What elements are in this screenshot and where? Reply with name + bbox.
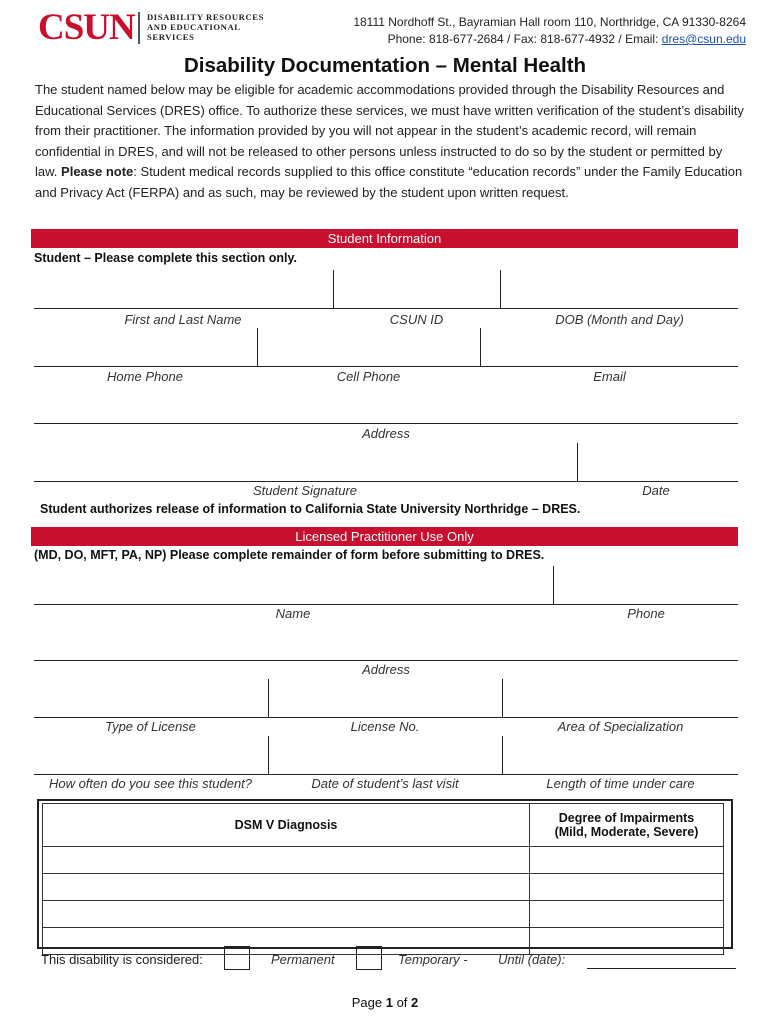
- intro-text: The student named below may be eligible for academic accommodations provided through the Disability Resources and Educational Services (DRES) office. To authorize these services, we must have written verification of the student’s disability from their practitioner. The information provided by you will not appear in the student’s academic record, will remain confidential in DRES, and will not be released to other persons unless instructed to do so by the student or permitted by law.: [35, 82, 744, 180]
- page-footer: [0, 995, 770, 1010]
- date-label: Date: [642, 483, 670, 498]
- cell-phone-field[interactable]: [258, 328, 479, 366]
- logo-sub-line-1: DISABILITY RESOURCES: [147, 12, 264, 22]
- note-label: Please note: [61, 164, 134, 180]
- practitioner-instruction: (MD, DO, MFT, PA, NP) Please complete remainder of form before submitting to DRES.: [34, 548, 545, 562]
- table-row: [43, 847, 724, 874]
- office-address: [353, 14, 746, 48]
- care-length-field[interactable]: [503, 736, 738, 774]
- degree-header-line-1: Degree of Impairments: [558, 811, 695, 825]
- note-text: : Student medical records supplied to this office constitute “education records” under the Family Education and Privacy Act (FERPA) and as such, may be reviewed by the student upon written request.: [35, 164, 743, 200]
- practitioner-phone-label: Phone: [627, 606, 665, 621]
- last-visit-field[interactable]: [269, 736, 501, 774]
- email-link[interactable]: dres@csun.edu: [661, 32, 746, 46]
- student-address-label: Address: [362, 426, 410, 441]
- last-visit-label: Date of student’s last visit: [311, 776, 459, 791]
- home-phone-label: Home Phone: [107, 369, 183, 384]
- row2-underline: [34, 366, 738, 367]
- student-signature-field[interactable]: [34, 443, 576, 481]
- of-word: of: [396, 995, 408, 1010]
- degree-cell[interactable]: [530, 874, 724, 901]
- student-name-label: First and Last Name: [124, 312, 242, 327]
- practitioner-name-field[interactable]: [34, 566, 552, 604]
- license-type-field[interactable]: [34, 679, 267, 717]
- temporary-label: Temporary -: [398, 952, 468, 967]
- table-row: [43, 874, 724, 901]
- logo-subtitle: [147, 12, 264, 42]
- diagnosis-cell[interactable]: [43, 928, 530, 955]
- license-number-field[interactable]: [269, 679, 501, 717]
- diagnosis-cell[interactable]: [43, 847, 530, 874]
- license-type-label: Type of License: [105, 719, 196, 734]
- dob-label: DOB (Month and Day): [555, 312, 684, 327]
- diagnosis-cell[interactable]: [43, 901, 530, 928]
- dsm-header-row: [43, 804, 724, 847]
- row4-underline: [34, 481, 738, 482]
- email-label: Email: [593, 369, 626, 384]
- prow2-underline: [34, 660, 738, 661]
- degree-cell[interactable]: [530, 901, 724, 928]
- until-date-label: Until (date):: [498, 952, 566, 967]
- csun-logo: CSUN: [38, 7, 135, 48]
- dob-field[interactable]: [501, 270, 738, 308]
- dsm-degree-header: [530, 804, 724, 847]
- contact-line: [353, 31, 746, 48]
- care-length-label: Length of time under care: [546, 776, 695, 791]
- specialization-label: Area of Specialization: [557, 719, 684, 734]
- page-total: 2: [411, 995, 419, 1010]
- degree-header-line-2: (Mild, Moderate, Severe): [554, 825, 699, 839]
- dsm-table: [42, 803, 724, 955]
- degree-cell[interactable]: [530, 847, 724, 874]
- logo-divider: [138, 12, 140, 44]
- visit-frequency-field[interactable]: [34, 736, 267, 774]
- csun-id-field[interactable]: [334, 270, 499, 308]
- student-email-field[interactable]: [481, 328, 738, 366]
- practitioner-address-field[interactable]: [34, 625, 738, 660]
- contact-prefix: Phone: 818-677-2684 / Fax: 818-677-4932 / Email:: [387, 32, 662, 46]
- until-date-field[interactable]: [587, 946, 736, 968]
- practitioner-section-bar: Licensed Practitioner Use Only: [31, 527, 738, 546]
- logo-sub-line-2: AND EDUCATIONAL: [147, 22, 241, 32]
- until-date-underline: [587, 968, 736, 969]
- csun-id-label: CSUN ID: [389, 312, 444, 327]
- permanent-label: Permanent: [271, 952, 335, 967]
- student-date-field[interactable]: [578, 443, 738, 481]
- prow4-underline: [34, 774, 738, 775]
- practitioner-name-label: Name: [275, 606, 311, 621]
- address-line: 18111 Nordhoff St., Bayramian Hall room 110, Northridge, CA 91330-8264: [353, 15, 746, 29]
- specialization-field[interactable]: [503, 679, 738, 717]
- intro-paragraph: [35, 80, 745, 204]
- permanent-checkbox[interactable]: [224, 946, 250, 970]
- student-section-bar: Student Information: [31, 229, 738, 248]
- table-row: [43, 901, 724, 928]
- row1-underline: [34, 308, 738, 309]
- authorization-text: Student authorizes release of information to California State University Northridge – DRES.: [40, 502, 581, 516]
- student-instruction: Student – Please complete this section only.: [34, 251, 298, 265]
- prow1-underline: [34, 604, 738, 605]
- dsm-diagnosis-header: DSM V Diagnosis: [43, 804, 530, 847]
- student-address-field[interactable]: [34, 388, 738, 423]
- prow3-underline: [34, 717, 738, 718]
- visit-frequency-label: How often do you see this student?: [48, 776, 253, 791]
- temporary-checkbox[interactable]: [356, 946, 382, 970]
- license-number-label: License No.: [350, 719, 420, 734]
- practitioner-address-label: Address: [362, 662, 410, 677]
- practitioner-phone-field[interactable]: [554, 566, 738, 604]
- diagnosis-cell[interactable]: [43, 874, 530, 901]
- page-number: 1: [385, 995, 393, 1010]
- home-phone-field[interactable]: [34, 328, 256, 366]
- page-title: Disability Documentation – Mental Health: [183, 54, 587, 77]
- page-word: Page: [351, 995, 383, 1010]
- disability-prompt: This disability is considered:: [41, 952, 203, 967]
- cell-phone-label: Cell Phone: [336, 369, 401, 384]
- student-name-field[interactable]: [34, 270, 332, 308]
- signature-label: Student Signature: [252, 483, 358, 498]
- row3-underline: [34, 423, 738, 424]
- logo-sub-line-3: SERVICES: [147, 32, 195, 42]
